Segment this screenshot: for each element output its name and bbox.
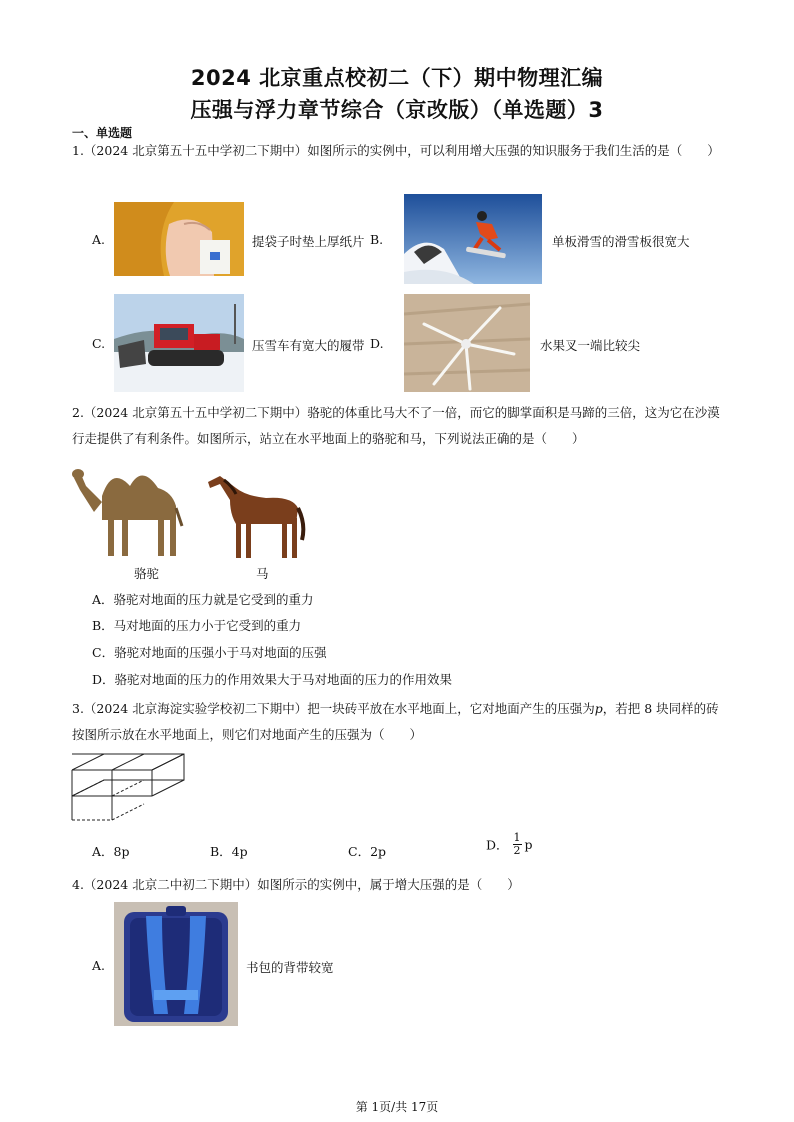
question-2-text: 2.（2024 北京第五十五中学初二下期中）骆驼的体重比马大不了一倍，而它的脚掌面积是马蹄的三倍，这为它在沙漠行走提供了有利条件。如图所示，站立在水平地面上的骆驼和马，下列说法正确的是（ ） (72, 405, 720, 446)
question-1-text: 1.（2024 北京第五十五中学初二下期中）如图所示的实例中，可以利用增大压强的知识服务于我们生活的是（ ） (72, 143, 720, 158)
q3-option-c: C．2p (348, 844, 387, 859)
stacked-bricks-diagram (70, 750, 188, 822)
page-footer: 第 1页/共 17页 (355, 1100, 439, 1114)
question-4-text: 4.（2024 北京二中初二下期中）如图所示的实例中，属于增大压强的是（ ） (72, 877, 520, 892)
q1-option-d-caption: 水果叉一端比较尖 (540, 338, 641, 353)
fraction-denominator: 2 (513, 844, 521, 857)
q3-option-d-suffix: p (524, 837, 533, 852)
q1-option-a-caption: 提袋子时垫上厚纸片 (252, 234, 365, 249)
q1-option-d-label: D. (370, 336, 384, 351)
q2-option-d: D．骆驼对地面的压力的作用效果大于马对地面的压力的作用效果 (92, 672, 453, 687)
snow-groomer-image (114, 294, 244, 392)
q2-option-b: B．马对地面的压力小于它受到的重力 (92, 618, 302, 633)
question-3-text (72, 696, 722, 748)
q3-option-b: B．4p (210, 844, 248, 859)
q2-option-c: C．骆驼对地面的压强小于马对地面的压强 (92, 645, 327, 660)
q3-text-part1: 3.（2024 北京海淀实验学校初二下期中）把一块砖平放在水平地面上，它对地面产生的压强为 (72, 701, 595, 716)
page-subtitle: 压强与浮力章节综合（京改版）（单选题）3 (190, 98, 604, 122)
q3-option-a: A．8p (92, 844, 130, 859)
q3-option-d (486, 832, 533, 857)
q1-option-a-label: A. (92, 232, 106, 247)
camel-label: 骆驼 (134, 566, 160, 581)
fruit-forks-image (404, 294, 530, 392)
q2-option-a: A．骆驼对地面的压力就是它受到的重力 (92, 592, 314, 607)
horse-image (206, 474, 308, 562)
q4-option-a-caption: 书包的背带较宽 (246, 960, 334, 975)
q3-pressure-variable: p (594, 701, 603, 716)
q1-option-b-label: B. (370, 232, 384, 247)
page-title: 2024 北京重点校初二（下）期中物理汇编 (190, 66, 604, 90)
half-fraction (513, 832, 522, 857)
paper-bag-image (114, 202, 244, 276)
section-heading: 一、单选题 (72, 126, 133, 140)
q3-option-d-prefix: D． (486, 837, 509, 853)
fraction-numerator: 1 (513, 831, 521, 844)
q1-option-b-caption: 单板滑雪的滑雪板很宽大 (552, 234, 690, 249)
snowboarder-image (404, 194, 542, 284)
q1-option-c-caption: 压雪车有宽大的履带 (252, 338, 365, 353)
q1-option-c-label: C. (92, 336, 106, 351)
camel-image (72, 456, 196, 562)
backpack-image (114, 902, 238, 1026)
q4-option-a-label: A. (92, 958, 106, 973)
horse-label: 马 (256, 566, 269, 581)
q3-text-part2: ，若把 8 块同样的砖按图所示放在水平地面上，则它们对地面产生的压强为（ ） (72, 701, 719, 742)
